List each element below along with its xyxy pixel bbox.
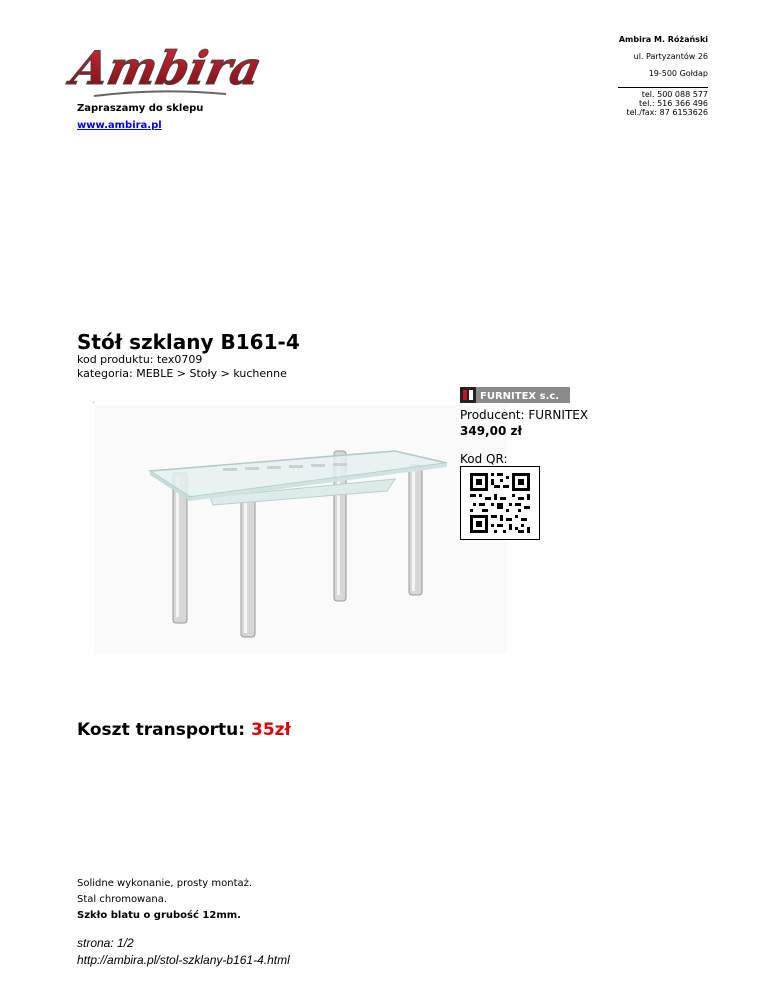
furnitex-logo-graphic: [460, 387, 570, 403]
product-image[interactable]: [95, 405, 507, 653]
page-number: strona: 1/2: [77, 936, 134, 950]
company-city: 19-500 Gołdap: [648, 69, 708, 78]
logo-wordmark: Ambira: [67, 40, 267, 95]
page-footer: [77, 935, 290, 969]
qr-code: [460, 466, 540, 540]
transport-price: 35zł: [251, 720, 291, 740]
product-category: kategoria: MEBLE > Stoły > kuchenne: [77, 367, 287, 380]
furnitex-logo[interactable]: [460, 387, 570, 403]
transport-label: Koszt transportu:: [77, 720, 246, 740]
company-name: Ambira M. Różański: [618, 35, 708, 44]
description-line-3: Szkło blatu o grubość 12mm.: [77, 910, 241, 921]
transport-cost: [77, 720, 291, 740]
company-phone-1: tel. 500 088 577: [641, 90, 708, 99]
page-url[interactable]: http://ambira.pl/stol-szklany-b161-4.html: [77, 953, 290, 967]
furnitex-wordmark: FURNITEX s.c.: [480, 391, 560, 402]
product-price: 349,00 zł: [460, 424, 522, 438]
image-dot: .: [92, 396, 95, 406]
description-line-1: Solidne wykonanie, prosty montaż.: [77, 878, 253, 889]
product-title: Stół szklany B161-4: [77, 330, 300, 354]
glass-table-image: [95, 405, 507, 653]
welcome-text: Zapraszamy do sklepu: [77, 103, 204, 114]
shop-link[interactable]: www.ambira.pl: [77, 120, 162, 131]
ambira-logo-graphic: [67, 34, 267, 102]
company-divider: [618, 87, 708, 88]
ambira-logo[interactable]: [67, 34, 267, 102]
description-line-2: Stal chromowana.: [77, 894, 168, 905]
product-code: kod produktu: tex0709: [77, 353, 203, 366]
company-info: [618, 34, 708, 117]
product-description: [77, 876, 252, 924]
company-phone-2: tel.: 516 366 496: [639, 99, 708, 108]
producer: Producent: FURNITEX: [460, 408, 589, 422]
qr-code-icon: [461, 467, 539, 539]
company-street: ul. Partyzantów 26: [633, 52, 708, 61]
qr-label: Kod QR:: [460, 452, 508, 466]
company-fax: tel./fax: 87 6153626: [626, 108, 708, 117]
